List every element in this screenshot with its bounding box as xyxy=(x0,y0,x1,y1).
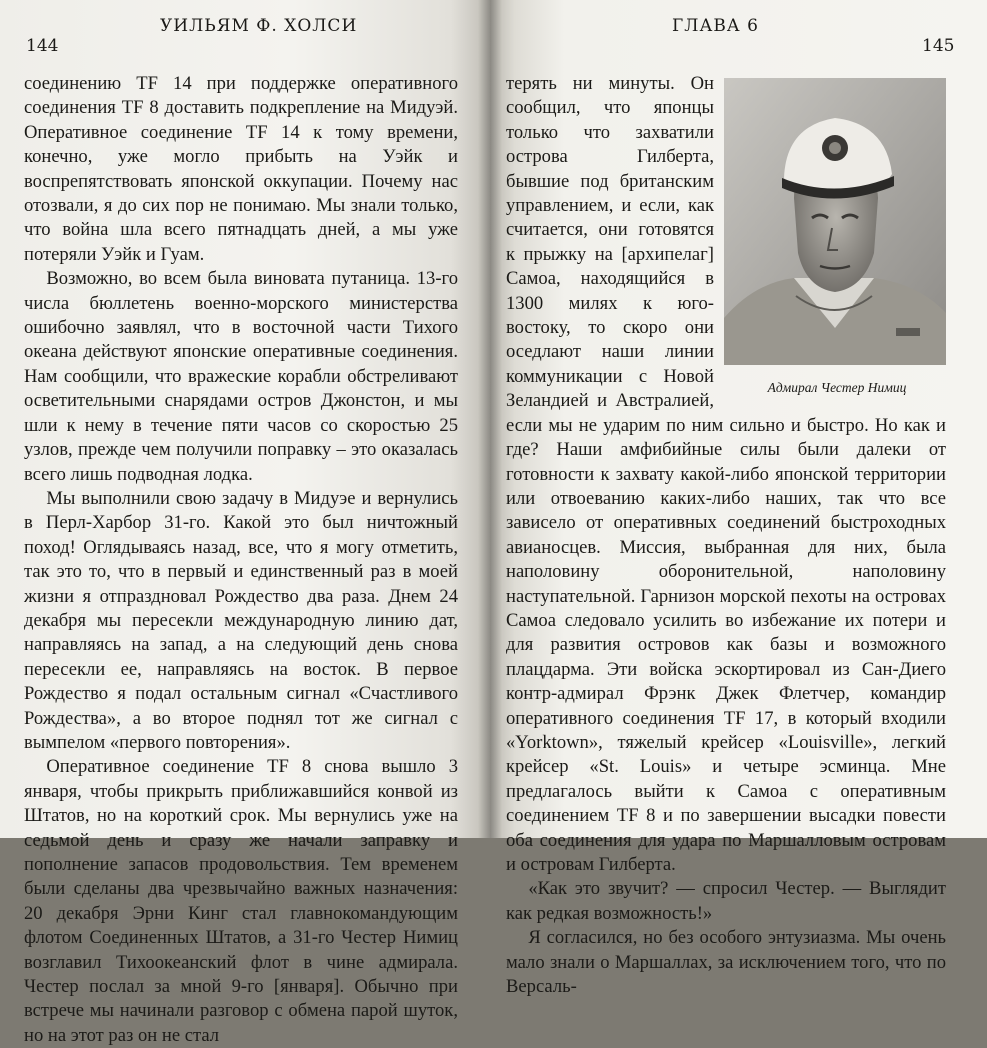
right-page xyxy=(490,0,987,998)
portrait-figure xyxy=(724,78,950,397)
paragraph: Я согласился, но без особого энтузиазма. Мы очень мало знали о Маршаллах, за исключением того, что по Версаль- xyxy=(506,927,946,998)
left-page-text xyxy=(24,72,458,1048)
right-page-text xyxy=(506,72,946,999)
paragraph: Оперативное соединение TF 8 снова вышло 3 января, чтобы прикрыть приближавшийся конвой из Штатов, но на короткий срок. Мы вернулись уже на седьмой день и сразу же начали заправку и пополнение запасов продовольствия. Тем временем были сделаны два чрезвычайно важных назначения: 20 декабря Эрни Кинг стал главнокомандующим флотом Соединенных Штатов, а 31-го Честер Нимиц возглавил Тихоокеанский флот в чине адмирала. Честер послал за мной 9-го [января]. Обычно при встрече мы начинали разговор с обмена парой шуток, но на этот раз он не стал xyxy=(24,756,458,1046)
running-head-left: УИЛЬЯМ Ф. ХОЛСИ xyxy=(160,16,358,36)
paragraph: «Как это звучит? — спросил Честер. — Выглядит как редкая возможность!» xyxy=(506,878,946,924)
page-number-left: 144 xyxy=(26,36,59,56)
admiral-portrait-photo xyxy=(724,78,946,365)
left-page xyxy=(0,0,490,1046)
running-head-right: ГЛАВА 6 xyxy=(672,16,759,36)
photo-caption: Адмирал Честер Нимиц xyxy=(767,380,907,395)
paragraph: терять ни минуты. Он сообщил, что японцы только что захватили острова Гилберта, бывшие под британским управлением, и если, как считается, они готовятся к прыжку на [архипелаг] Самоа, находящийся в 1300 милях к юго-востоку, то скоро они оседлают наши линии коммуникации с Новой Зеландией и Австралией, если мы не ударим по ним сильно и быстро. Но как и где? Наши амфибийные силы были далеки от готовности к захвату какой-либо японской территории или отвоеванию каких-либо наших, так что все зависело от оперативных соединений быстроходных авианосцев. Миссия, выбранная для них, была наполовину оборонительной, наполовину наступательной. Гарнизон морской пехоты на островах Самоа следовало усилить во избежание их потери и для развития островов как базы и возможного плацдарма. Эти войска эскортировал из Сан-Диего контр-адмирал Фрэнк Джек Флетчер, командир оперативного соединения TF 17, в который входили «Yorktown», тяжелый крейсер «Louisville», легкий крейсер «St. Louis» и четыре эсминца. Мне предлагалось выйти к Самоа с оперативным соединением TF 8 и по завершении высадки повести оба соединения для удара по Маршалловым островам и островам Гилберта. xyxy=(506,73,946,875)
paragraph: соединению TF 14 при поддержке оперативного соединения TF 8 доставить подкрепление на Мидуэй. Оперативное соединение TF 14 к тому времени, конечно, уже могло прибыть на Уэйк и воспрепятствовать японской оккупации. Почему нас отозвали, я до сих пор не понимаю. Мы знали только, что война шла всего пятнадцать дней, а мы уже потеряли Уэйк и Гуам. xyxy=(24,73,458,265)
paragraph: Мы выполнили свою задачу в Мидуэе и вернулись в Перл-Харбор 31-го. Какой это был ничтожный поход! Оглядываясь назад, все, что я могу отметить, так это то, что в первый и единственный раз в моей жизни я отпраздновал Рождество два раза. Днем 24 декабря мы пересекли международную линию дат, направляясь на запад, а на следующий день снова пересекли ее, направляясь на восток. В первое Рождество я подал остальным сигнал «Счастливого Рождества», а во второе поднял тот же сигнал с вымпелом «первого повторения». xyxy=(24,487,458,753)
paragraph: Возможно, во всем была виновата путаница. 13-го числа бюллетень военно-морского министерства ошибочно заявлял, что в восточной части Тихого океана действуют японские оперативные соединения. Нам сообщили, что вражеские корабли обстреливают осветительными снарядами остров Джонстон, и мы шли к нему в течение пяти часов со скоростью 25 узлов, прежде чем получили поправку – это оказалась всего лишь подводная лодка. xyxy=(24,268,458,485)
page-number-right: 145 xyxy=(922,36,955,56)
